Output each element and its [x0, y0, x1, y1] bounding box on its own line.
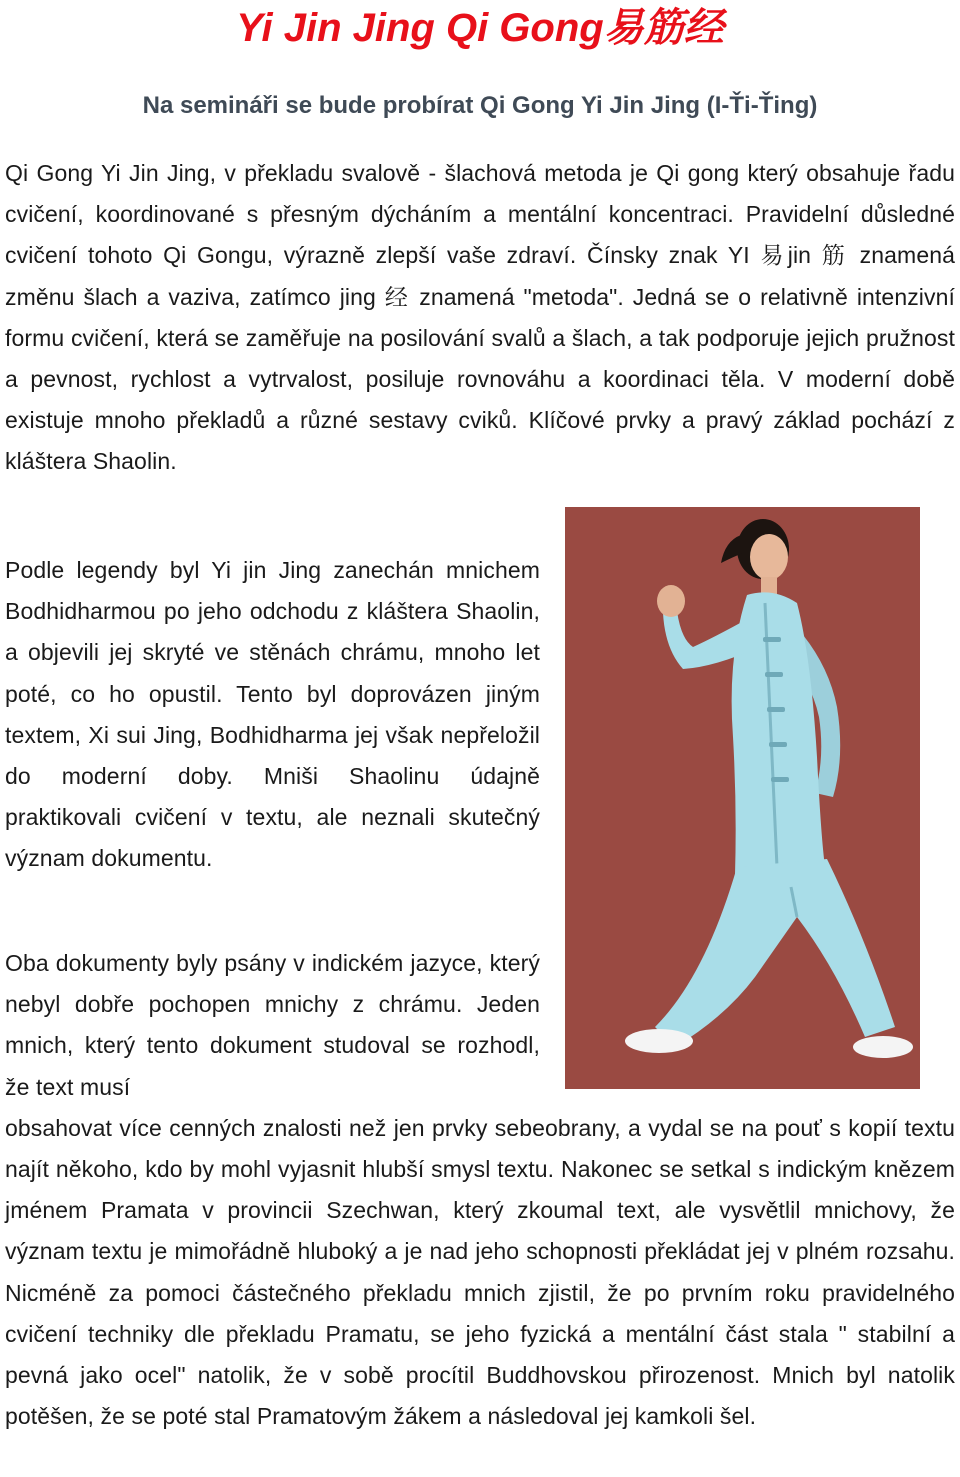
raised-fist [657, 585, 685, 617]
page-subtitle: Na semináři se bude probírat Qi Gong Yi Jin Jing (I-Ťi-Ťing) [142, 92, 818, 119]
intro-paragraph: Qi Gong Yi Jin Jing, v překladu svalově - šlachová metoda je Qi gong který obsahuje řadu cvičení, koordinované s přesným dýcháním a mentální koncentraci. Pravidelní důsledné cvičení tohoto Qi Gongu, výrazně zlepší vaše zdraví. Čínsky znak YI 易jin 筋 znamená změnu šlach a vaziva, zatímco jing 经 znamená "metoda". Jedná se o relativně intenzivní formu cvičení, která se zaměřuje na posilování svalů a šlach, a tak podporuje jejich pružnost a pevnost, rychlost a vytrvalost, posiluje rovnováhu a koordinaci těla. V moderní době existuje mnoho překladů a různé sestavy cviků. Klíčové prvky a pravý základ pochází z kláštera Shaolin. [5, 160, 955, 475]
face [750, 534, 788, 580]
page-title: Yi Jin Jing Qi Gong易筋经 [236, 6, 724, 50]
legend-paragraph: Podle legendy byl Yi jin Jing zanechán mnichem Bodhidharmou po jeho odchodu z kláštera Shaolin, a objevili jej skryté ve stěnách chrámu, mnoho let poté, co ho opustil. Tento byl doprovázen jiným textem, Xi sui Jing, Bodhidharma jej však nepřeložil do moderní doby. Mniši Shaolinu údajně praktikovali cvičení v textu, ale neznali skutečný význam dokumentu. [5, 557, 540, 872]
neck [761, 577, 777, 595]
documents-paragraph [5, 943, 955, 1437]
documents-paragraph-head: Oba dokumenty byly psány v indickém jazyce, který nebyl dobře pochopen mnichy z chrámu. Jeden mnich, který tento dokument studoval se rozhodl, že text musí [5, 950, 540, 1100]
documents-paragraph-tail: obsahovat více cenných znalosti než jen prvky sebeobrany, a vydal se na pouť s kopií textu najít někoho, kdo by mohl vyjasnit hlubší smysl textu. Nakonec se setkal s indickým knězem jménem Pramata v provincii Szechwan, který zkoumal text, ale vysvětlil mnichovy, že význam textu je mimořádně hluboký a je nad jeho schopnosti překládat jej v plném rozsahu. Nicméně za pomoci částečného překladu mnich zjistil, že po prvním roku pravidelného cvičení techniky dle překladu Pramatu, se jeho fyzická a mentální část stala " stabilní a pevná jako ocel" natolik, že v sobě procítil Buddhovskou přirozenost. Mnich byl natolik potěšen, že se poté stal Pramatovým žákem a následoval jej kamkoli šel. [5, 1114, 955, 1430]
